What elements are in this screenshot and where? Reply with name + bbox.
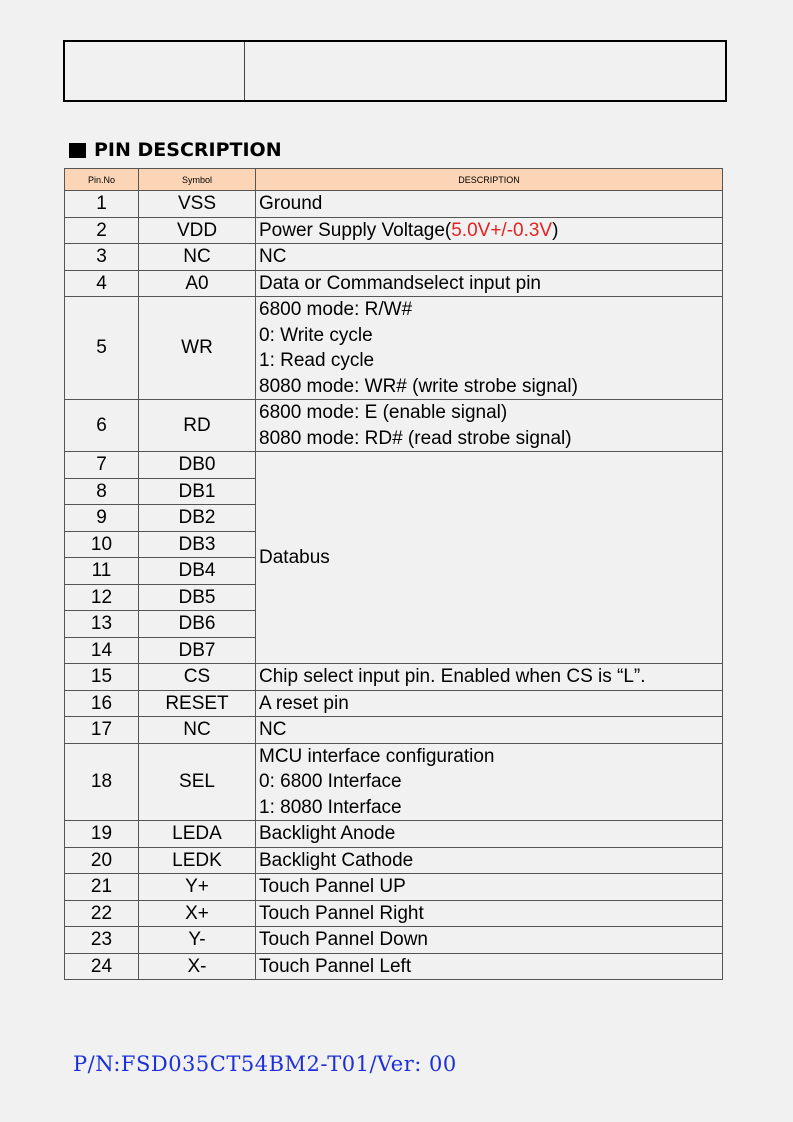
pin-symbol: Y+	[139, 874, 256, 901]
pin-description: Backlight Cathode	[256, 847, 723, 874]
pin-number: 21	[65, 874, 139, 901]
description-line: 8080 mode: WR# (write strobe signal)	[259, 375, 578, 397]
pin-number: 24	[65, 953, 139, 980]
pin-description	[256, 297, 723, 400]
pin-symbol: A0	[139, 270, 256, 297]
part-number-footer: P/N:FSD035CT54BM2-T01/Ver: 00	[73, 1052, 457, 1076]
table-row	[65, 927, 723, 954]
pin-number: 17	[65, 717, 139, 744]
pin-number: 12	[65, 584, 139, 611]
pin-symbol: RESET	[139, 690, 256, 717]
pin-number: 11	[65, 558, 139, 585]
description-line: 0: 6800 Interface	[259, 771, 402, 792]
column-header-symbol: Symbol	[139, 169, 256, 191]
pin-number: 6	[65, 400, 139, 452]
pin-symbol: VDD	[139, 217, 256, 244]
pin-number: 15	[65, 664, 139, 691]
pin-number: 8	[65, 478, 139, 505]
pin-description: NC	[256, 244, 723, 271]
pin-description-table	[64, 168, 723, 980]
table-row	[65, 690, 723, 717]
voltage-value: 5.0V+/-0.3V	[451, 219, 553, 241]
pin-symbol: LEDA	[139, 821, 256, 848]
pin-number: 3	[65, 244, 139, 271]
pin-description: Chip select input pin. Enabled when CS is “L”.	[256, 664, 723, 691]
pin-description: Ground	[256, 191, 723, 218]
pin-number: 1	[65, 191, 139, 218]
pin-number: 19	[65, 821, 139, 848]
description-line: 0: Write cycle	[259, 324, 373, 346]
pin-symbol: DB6	[139, 611, 256, 638]
description-line: 6800 mode: E (enable signal)	[259, 402, 508, 423]
pin-description: NC	[256, 717, 723, 744]
pin-number: 2	[65, 217, 139, 244]
table-row	[65, 953, 723, 980]
pin-description	[256, 743, 723, 821]
pin-number: 16	[65, 690, 139, 717]
pin-description: Backlight Anode	[256, 821, 723, 848]
pin-symbol: DB2	[139, 505, 256, 532]
pin-symbol: DB4	[139, 558, 256, 585]
table-header-row	[65, 169, 723, 191]
pin-symbol: Y-	[139, 927, 256, 954]
pin-description	[256, 400, 723, 452]
description-text: )	[552, 219, 559, 241]
pin-symbol: DB3	[139, 531, 256, 558]
pin-description: Touch Pannel Right	[256, 900, 723, 927]
table-row	[65, 191, 723, 218]
table-row	[65, 847, 723, 874]
table-row	[65, 900, 723, 927]
pin-symbol: RD	[139, 400, 256, 452]
description-text: Power Supply Voltage(	[259, 219, 452, 241]
table-row	[65, 821, 723, 848]
pin-number: 13	[65, 611, 139, 638]
pin-description	[256, 217, 723, 244]
pin-description: Touch Pannel Left	[256, 953, 723, 980]
description-line: 8080 mode: RD# (read strobe signal)	[259, 427, 572, 449]
description-line: 1: 8080 Interface	[259, 796, 402, 818]
table-row	[65, 400, 723, 452]
pin-number: 10	[65, 531, 139, 558]
pin-symbol: DB1	[139, 478, 256, 505]
pin-description: A reset pin	[256, 690, 723, 717]
pin-symbol: DB5	[139, 584, 256, 611]
pin-symbol: NC	[139, 244, 256, 271]
pin-number: 9	[65, 505, 139, 532]
pin-symbol: X+	[139, 900, 256, 927]
pin-symbol: X-	[139, 953, 256, 980]
pin-number: 4	[65, 270, 139, 297]
header-divider	[244, 42, 245, 100]
black-square-bullet	[69, 143, 86, 158]
pin-number: 22	[65, 900, 139, 927]
pin-description: Touch Pannel UP	[256, 874, 723, 901]
description-line: MCU interface configuration	[259, 745, 495, 767]
table-row	[65, 452, 723, 479]
description-line: 6800 mode: R/W#	[259, 299, 413, 320]
pin-number: 14	[65, 637, 139, 664]
pin-number: 18	[65, 743, 139, 821]
table-row	[65, 664, 723, 691]
pin-number: 23	[65, 927, 139, 954]
table-row	[65, 874, 723, 901]
pin-symbol: DB7	[139, 637, 256, 664]
table-row	[65, 743, 723, 821]
pin-symbol: SEL	[139, 743, 256, 821]
pin-number: 7	[65, 452, 139, 479]
table-row	[65, 270, 723, 297]
pin-number: 5	[65, 297, 139, 400]
document-header-box	[63, 40, 727, 102]
pin-description: Data or Commandselect input pin	[256, 270, 723, 297]
description-line: 1: Read cycle	[259, 350, 375, 371]
table-row	[65, 717, 723, 744]
pin-symbol: WR	[139, 297, 256, 400]
pin-symbol: LEDK	[139, 847, 256, 874]
table-row	[65, 244, 723, 271]
column-header-description: DESCRIPTION	[256, 169, 723, 191]
section-title-text: PIN DESCRIPTION	[94, 139, 282, 161]
pin-number: 20	[65, 847, 139, 874]
pin-symbol: NC	[139, 717, 256, 744]
column-header-pin-no: Pin.No	[65, 169, 139, 191]
pin-description: Touch Pannel Down	[256, 927, 723, 954]
databus-description: Databus	[256, 452, 723, 664]
table-row	[65, 217, 723, 244]
pin-symbol: DB0	[139, 452, 256, 479]
pin-symbol: VSS	[139, 191, 256, 218]
table-row	[65, 297, 723, 400]
section-title	[69, 139, 282, 161]
pin-symbol: CS	[139, 664, 256, 691]
